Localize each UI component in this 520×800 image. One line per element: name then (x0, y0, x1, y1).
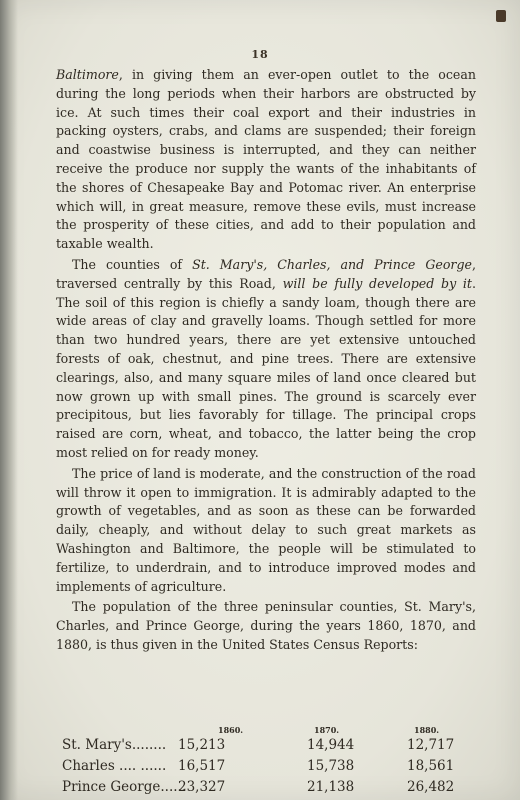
census-value-1870: 15,738 (307, 758, 355, 774)
page-number: 18 (251, 48, 269, 61)
paragraph-1-segment: , in giving them an ever-open outlet to the ocean during the long periods when their harbors are obstructed by ice. At such times their coal export and their industries in packing oysters, crabs, and clams are suspended; their foreign and coastwise business is interrupted, and they can neither receive the produce nor supply the wants of the inhabitants of the shores of Chesapeake Bay and Potomac river. An enterprise which will, in great measure, remove these evils, must increase the prosperity of these cities, and add to their population and taxable wealth. (56, 67, 476, 252)
paragraph-2-segment: , traversed centrally by this Road, (56, 256, 476, 291)
census-value-1860: 23,327 (178, 779, 226, 795)
paragraph-3-segment: The price of land is moderate, and the construction of the road will throw it open to immigration. It is admirably adapted to the growth of vegetables, and as soon as these can be forwarded daily, cheaply, and without delay to such great markets as Washington and Baltimore, the people will be stimulated to fertilize, to underdrain, and to introduce improved modes and implements of agriculture. (56, 465, 476, 594)
census-county-name: Prince George...... (62, 779, 187, 795)
paragraph-2-segment: . The soil of this region is chiefly a sandy loam, though there are wide areas of clay and gravelly loams. Though settled for more than two hundred years, there are yet extensive untouched forests of oak, chestnut, and pine trees. There are extensive clearings, also, and many square miles of land once cleared but now grown up with small pines. The ground is scarcely ever precipitous, but lies favorably for tillage. The principal crops raised are corn, wheat, and tobacco, the latter being the crop most relied on for ready money. (56, 275, 477, 460)
paragraph-1 (56, 66, 476, 254)
census-value-1880: 18,561 (407, 758, 455, 774)
paragraph-2 (56, 256, 476, 463)
census-row (62, 779, 482, 800)
paragraph-1-segment: Baltimore (56, 67, 119, 82)
census-value-1860: 15,213 (178, 737, 226, 753)
body-text (56, 66, 476, 657)
paragraph-4 (56, 598, 476, 654)
page-edge-shadow (0, 0, 18, 800)
census-value-1860: 16,517 (178, 758, 226, 774)
census-county-name: St. Mary's........ (62, 737, 167, 753)
census-value-1880: 26,482 (407, 779, 455, 795)
census-value-1870: 14,944 (307, 737, 355, 753)
census-row (62, 758, 482, 779)
paragraph-2-segment: St. Mary's, Charles, and Prince George (192, 256, 472, 272)
census-county-name: Charles .... ...... (62, 758, 167, 774)
census-value-1880: 12,717 (407, 737, 455, 753)
census-header-1870: 1870. (314, 725, 340, 735)
census-row (62, 737, 482, 758)
census-header-1880: 1880. (414, 725, 440, 735)
census-table (62, 725, 482, 800)
census-header-1860: 1860. (218, 725, 244, 735)
census-value-1870: 21,138 (307, 779, 355, 795)
paragraph-4-segment: The population of the three peninsular counties, St. Mary's, Charles, and Prince George, during the years 1860, 1870, and 1880, is thus given in the United States Census Reports: (56, 599, 476, 652)
paragraph-2-segment: The counties of (72, 256, 193, 272)
census-header-row (62, 725, 482, 737)
binding-pin (496, 10, 506, 22)
paragraph-3 (56, 465, 476, 597)
paragraph-2-segment: will be fully developed by it (282, 275, 472, 291)
